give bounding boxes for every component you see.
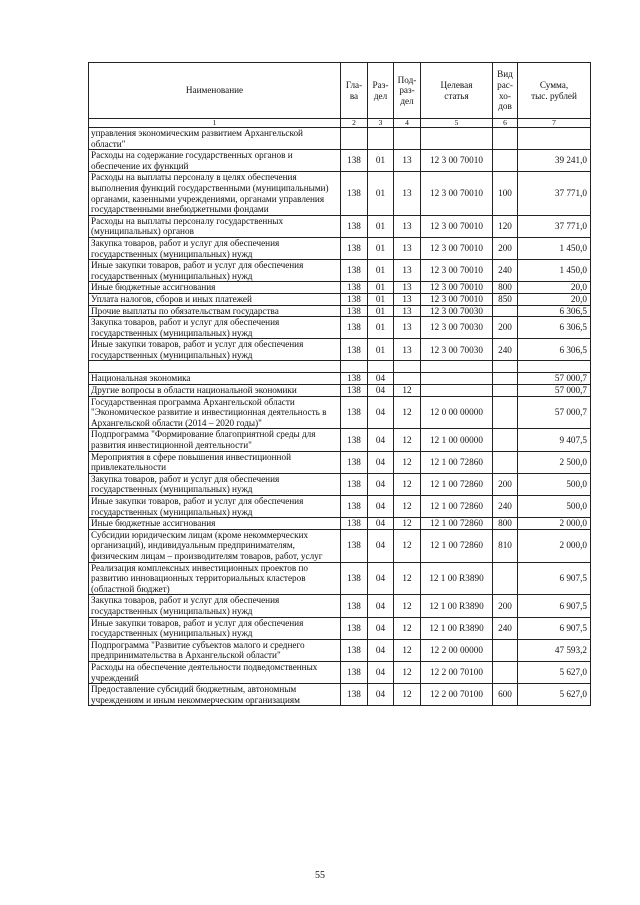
cell-vid: 200	[493, 237, 518, 259]
cell-glava: 138	[341, 639, 368, 661]
cell-razdel: 04	[368, 385, 394, 397]
cell-name: Закупка товаров, работ и услуг для обеспечения государственных (муниципальных) нужд	[89, 473, 341, 495]
cell-sum: 5 627,0	[518, 684, 591, 706]
cell-vid	[493, 150, 518, 172]
cell-podrazdel: 13	[394, 260, 421, 282]
cell-target: 12 1 00 00000	[421, 429, 493, 451]
cell-razdel: 04	[368, 684, 394, 706]
cell-name: Расходы на выплаты персоналу в целях обеспечения выполнения функций государственными (муниципальными) органами, казенными учреждениями, органами управления государственными внебюджетными фондами	[89, 172, 341, 215]
cell-glava: 138	[341, 518, 368, 530]
table-row	[89, 215, 591, 237]
cell-target: 12 3 00 70010	[421, 260, 493, 282]
cell-target: 12 3 00 70010	[421, 237, 493, 259]
cell-razdel: 04	[368, 496, 394, 518]
cell-razdel: 04	[368, 617, 394, 639]
cell-vid	[493, 661, 518, 683]
cell-glava: 138	[341, 317, 368, 339]
column-number: 6	[493, 119, 518, 128]
cell-podrazdel: 12	[394, 385, 421, 397]
cell-vid: 120	[493, 215, 518, 237]
cell-name: Закупка товаров, работ и услуг для обеспечения государственных (муниципальных) нужд	[89, 237, 341, 259]
table-row	[89, 451, 591, 473]
cell-glava: 138	[341, 293, 368, 305]
cell-target: 12 3 00 70010	[421, 293, 493, 305]
cell-target: 12 1 00 72860	[421, 529, 493, 562]
cell-razdel: 01	[368, 150, 394, 172]
cell-podrazdel: 13	[394, 237, 421, 259]
cell-razdel: 04	[368, 562, 394, 595]
cell-target: 12 0 00 00000	[421, 396, 493, 429]
cell-razdel: 04	[368, 518, 394, 530]
table-row	[89, 661, 591, 683]
header-razdel: Раз- дел	[368, 63, 394, 119]
cell-target: 12 2 00 70100	[421, 661, 493, 683]
cell-vid: 810	[493, 529, 518, 562]
cell-podrazdel: 12	[394, 496, 421, 518]
cell-podrazdel	[394, 128, 421, 150]
cell-sum	[518, 128, 591, 150]
cell-razdel: 01	[368, 317, 394, 339]
column-number: 2	[341, 119, 368, 128]
table-row	[89, 496, 591, 518]
cell-podrazdel: 12	[394, 529, 421, 562]
table-row	[89, 128, 591, 150]
cell-name: Подпрограмма "Развитие субъектов малого и среднего предпринимательства в Архангельской области"	[89, 639, 341, 661]
cell-glava: 138	[341, 215, 368, 237]
cell-glava: 138	[341, 339, 368, 361]
cell-podrazdel: 12	[394, 473, 421, 495]
cell-vid	[493, 385, 518, 397]
cell-podrazdel: 12	[394, 396, 421, 429]
cell-glava: 138	[341, 617, 368, 639]
cell-razdel: 04	[368, 639, 394, 661]
cell-vid	[493, 562, 518, 595]
cell-target: 12 1 00 72860	[421, 496, 493, 518]
cell-name: Иные закупки товаров, работ и услуг для обеспечения государственных (муниципальных) нужд	[89, 496, 341, 518]
cell-razdel: 01	[368, 172, 394, 215]
cell-sum: 47 593,2	[518, 639, 591, 661]
cell-vid	[493, 639, 518, 661]
cell-razdel: 04	[368, 529, 394, 562]
cell-glava: 138	[341, 429, 368, 451]
cell-razdel: 01	[368, 339, 394, 361]
cell-glava: 138	[341, 529, 368, 562]
cell-sum: 1 450,0	[518, 237, 591, 259]
column-number: 7	[518, 119, 591, 128]
table-row	[89, 529, 591, 562]
cell-razdel: 01	[368, 215, 394, 237]
table-row	[89, 396, 591, 429]
cell-glava: 138	[341, 150, 368, 172]
table-row	[89, 473, 591, 495]
table-row	[89, 639, 591, 661]
cell-target: 12 3 00 70030	[421, 339, 493, 361]
cell-vid	[493, 373, 518, 385]
cell-razdel: 04	[368, 373, 394, 385]
cell-glava: 138	[341, 684, 368, 706]
table-row	[89, 361, 591, 373]
cell-target: 12 1 00 R3890	[421, 562, 493, 595]
cell-podrazdel: 12	[394, 661, 421, 683]
cell-podrazdel: 12	[394, 562, 421, 595]
cell-glava: 138	[341, 595, 368, 617]
column-number: 5	[421, 119, 493, 128]
cell-target: 12 2 00 70100	[421, 684, 493, 706]
cell-name: Национальная экономика	[89, 373, 341, 385]
cell-glava	[341, 128, 368, 150]
cell-glava: 138	[341, 473, 368, 495]
cell-glava: 138	[341, 260, 368, 282]
cell-name: Закупка товаров, работ и услуг для обеспечения государственных (муниципальных) нужд	[89, 317, 341, 339]
cell-razdel: 01	[368, 293, 394, 305]
table-row	[89, 339, 591, 361]
cell-podrazdel: 12	[394, 617, 421, 639]
cell-glava	[341, 361, 368, 373]
cell-razdel: 04	[368, 451, 394, 473]
cell-podrazdel	[394, 361, 421, 373]
cell-name: управления экономическим развитием Архангельской области"	[89, 128, 341, 150]
cell-podrazdel: 13	[394, 339, 421, 361]
cell-name: Подпрограмма "Формирование благоприятной среды для развития инвестиционной деятельности"	[89, 429, 341, 451]
cell-name: Закупка товаров, работ и услуг для обеспечения государственных (муниципальных) нужд	[89, 595, 341, 617]
cell-target: 12 2 00 00000	[421, 639, 493, 661]
cell-razdel: 04	[368, 661, 394, 683]
cell-target: 12 1 00 72860	[421, 451, 493, 473]
cell-target: 12 1 00 R3890	[421, 617, 493, 639]
header-podrazdel: Под- раз- дел	[394, 63, 421, 119]
cell-target	[421, 373, 493, 385]
cell-vid: 100	[493, 172, 518, 215]
cell-vid	[493, 128, 518, 150]
cell-target	[421, 385, 493, 397]
cell-sum: 37 771,0	[518, 215, 591, 237]
cell-vid	[493, 361, 518, 373]
cell-target: 12 3 00 70010	[421, 150, 493, 172]
cell-sum: 2 500,0	[518, 451, 591, 473]
cell-glava: 138	[341, 562, 368, 595]
cell-podrazdel	[394, 373, 421, 385]
cell-sum: 6 306,5	[518, 317, 591, 339]
table-row	[89, 150, 591, 172]
cell-sum: 57 000,7	[518, 385, 591, 397]
cell-vid: 850	[493, 293, 518, 305]
cell-name: Расходы на выплаты персоналу государственных (муниципальных) органов	[89, 215, 341, 237]
cell-glava: 138	[341, 373, 368, 385]
budget-document-page	[88, 62, 590, 706]
cell-vid: 200	[493, 473, 518, 495]
cell-glava: 138	[341, 661, 368, 683]
cell-sum: 1 450,0	[518, 260, 591, 282]
cell-name: Субсидии юридическим лицам (кроме некоммерческих организаций), индивидуальным предпринимателям, физическим лицам – производителям товаров, работ, услуг	[89, 529, 341, 562]
cell-sum: 500,0	[518, 473, 591, 495]
cell-sum: 5 627,0	[518, 661, 591, 683]
cell-target: 12 3 00 70010	[421, 215, 493, 237]
cell-vid: 240	[493, 339, 518, 361]
header-target: Целевая статья	[421, 63, 493, 119]
cell-sum: 9 407,5	[518, 429, 591, 451]
cell-target	[421, 361, 493, 373]
cell-vid	[493, 451, 518, 473]
column-number: 3	[368, 119, 394, 128]
cell-glava: 138	[341, 282, 368, 294]
table-row	[89, 172, 591, 215]
cell-vid: 200	[493, 317, 518, 339]
cell-name: Расходы на обеспечение деятельности подведомственных учреждений	[89, 661, 341, 683]
cell-razdel: 01	[368, 305, 394, 317]
cell-sum: 20,0	[518, 282, 591, 294]
cell-name: Прочие выплаты по обязательствам государства	[89, 305, 341, 317]
cell-glava: 138	[341, 451, 368, 473]
table-row	[89, 595, 591, 617]
cell-glava: 138	[341, 172, 368, 215]
cell-target: 12 3 00 70030	[421, 305, 493, 317]
cell-sum: 6 907,5	[518, 562, 591, 595]
cell-podrazdel: 12	[394, 639, 421, 661]
cell-podrazdel: 13	[394, 282, 421, 294]
cell-glava: 138	[341, 305, 368, 317]
cell-sum: 20,0	[518, 293, 591, 305]
table-row	[89, 282, 591, 294]
cell-name: Иные закупки товаров, работ и услуг для обеспечения государственных (муниципальных) нужд	[89, 617, 341, 639]
cell-razdel: 01	[368, 237, 394, 259]
table-row	[89, 385, 591, 397]
cell-glava: 138	[341, 496, 368, 518]
cell-sum: 57 000,7	[518, 396, 591, 429]
table-row	[89, 562, 591, 595]
cell-podrazdel: 12	[394, 684, 421, 706]
column-numbers-row	[89, 119, 591, 128]
table-row	[89, 373, 591, 385]
cell-podrazdel: 13	[394, 150, 421, 172]
header-vid: Вид рас- хо- дов	[493, 63, 518, 119]
cell-name: Расходы на содержание государственных органов и обеспечение их функций	[89, 150, 341, 172]
table-row	[89, 617, 591, 639]
cell-podrazdel: 12	[394, 518, 421, 530]
cell-target: 12 3 00 70010	[421, 282, 493, 294]
cell-name	[89, 361, 341, 373]
cell-sum: 6 907,5	[518, 595, 591, 617]
table-body	[89, 128, 591, 706]
cell-name: Иные закупки товаров, работ и услуг для обеспечения государственных (муниципальных) нужд	[89, 260, 341, 282]
table-row	[89, 429, 591, 451]
cell-sum: 6 907,5	[518, 617, 591, 639]
cell-sum: 2 000,0	[518, 518, 591, 530]
cell-name: Реализация комплексных инвестиционных проектов по развитию инновационных территориальных кластеров (областной бюджет)	[89, 562, 341, 595]
budget-table	[88, 62, 591, 706]
cell-razdel: 04	[368, 595, 394, 617]
table-row	[89, 684, 591, 706]
cell-podrazdel: 12	[394, 429, 421, 451]
cell-vid: 240	[493, 617, 518, 639]
cell-podrazdel: 13	[394, 215, 421, 237]
cell-razdel: 04	[368, 429, 394, 451]
cell-vid	[493, 429, 518, 451]
cell-sum: 6 306,5	[518, 339, 591, 361]
cell-glava: 138	[341, 396, 368, 429]
cell-podrazdel: 12	[394, 451, 421, 473]
cell-name: Иные бюджетные ассигнования	[89, 518, 341, 530]
cell-podrazdel: 13	[394, 305, 421, 317]
cell-glava: 138	[341, 237, 368, 259]
cell-target: 12 3 00 70010	[421, 172, 493, 215]
cell-sum: 500,0	[518, 496, 591, 518]
cell-razdel	[368, 128, 394, 150]
cell-target	[421, 128, 493, 150]
cell-podrazdel: 13	[394, 317, 421, 339]
cell-vid	[493, 396, 518, 429]
cell-vid: 240	[493, 496, 518, 518]
header-glava: Гла- ва	[341, 63, 368, 119]
cell-razdel: 04	[368, 396, 394, 429]
cell-target: 12 3 00 70030	[421, 317, 493, 339]
cell-razdel: 01	[368, 260, 394, 282]
cell-sum	[518, 361, 591, 373]
cell-sum: 6 306,5	[518, 305, 591, 317]
table-header-row	[89, 63, 591, 119]
cell-name: Другие вопросы в области национальной экономики	[89, 385, 341, 397]
cell-sum: 2 000,0	[518, 529, 591, 562]
cell-vid: 800	[493, 282, 518, 294]
cell-podrazdel: 12	[394, 595, 421, 617]
cell-podrazdel: 13	[394, 172, 421, 215]
table-row	[89, 293, 591, 305]
table-row	[89, 237, 591, 259]
cell-razdel: 01	[368, 282, 394, 294]
cell-vid: 200	[493, 595, 518, 617]
column-number: 1	[89, 119, 341, 128]
cell-vid: 240	[493, 260, 518, 282]
cell-podrazdel: 13	[394, 293, 421, 305]
page-number: 55	[315, 870, 325, 881]
table-row	[89, 317, 591, 339]
cell-name: Иные бюджетные ассигнования	[89, 282, 341, 294]
cell-name: Мероприятия в сфере повышения инвестиционной привлекательности	[89, 451, 341, 473]
cell-razdel: 04	[368, 473, 394, 495]
cell-target: 12 1 00 72860	[421, 473, 493, 495]
table-row	[89, 518, 591, 530]
cell-name: Уплата налогов, сборов и иных платежей	[89, 293, 341, 305]
cell-name: Государственная программа Архангельской области "Экономическое развитие и инвестиционная деятельность в Архангельской области (2014 – 2020 годы)"	[89, 396, 341, 429]
header-sum: Сумма, тыс. рублей	[518, 63, 591, 119]
cell-vid: 600	[493, 684, 518, 706]
column-number: 4	[394, 119, 421, 128]
cell-glava: 138	[341, 385, 368, 397]
cell-sum: 37 771,0	[518, 172, 591, 215]
cell-sum: 57 000,7	[518, 373, 591, 385]
cell-name: Иные закупки товаров, работ и услуг для обеспечения государственных (муниципальных) нужд	[89, 339, 341, 361]
cell-razdel	[368, 361, 394, 373]
cell-vid	[493, 305, 518, 317]
cell-name: Предоставление субсидий бюджетным, автономным учреждениям и иным некоммерческим организациям	[89, 684, 341, 706]
cell-target: 12 1 00 R3890	[421, 595, 493, 617]
cell-sum: 39 241,0	[518, 150, 591, 172]
header-name: Наименование	[89, 63, 341, 119]
cell-target: 12 1 00 72860	[421, 518, 493, 530]
table-row	[89, 260, 591, 282]
cell-vid: 800	[493, 518, 518, 530]
table-row	[89, 305, 591, 317]
